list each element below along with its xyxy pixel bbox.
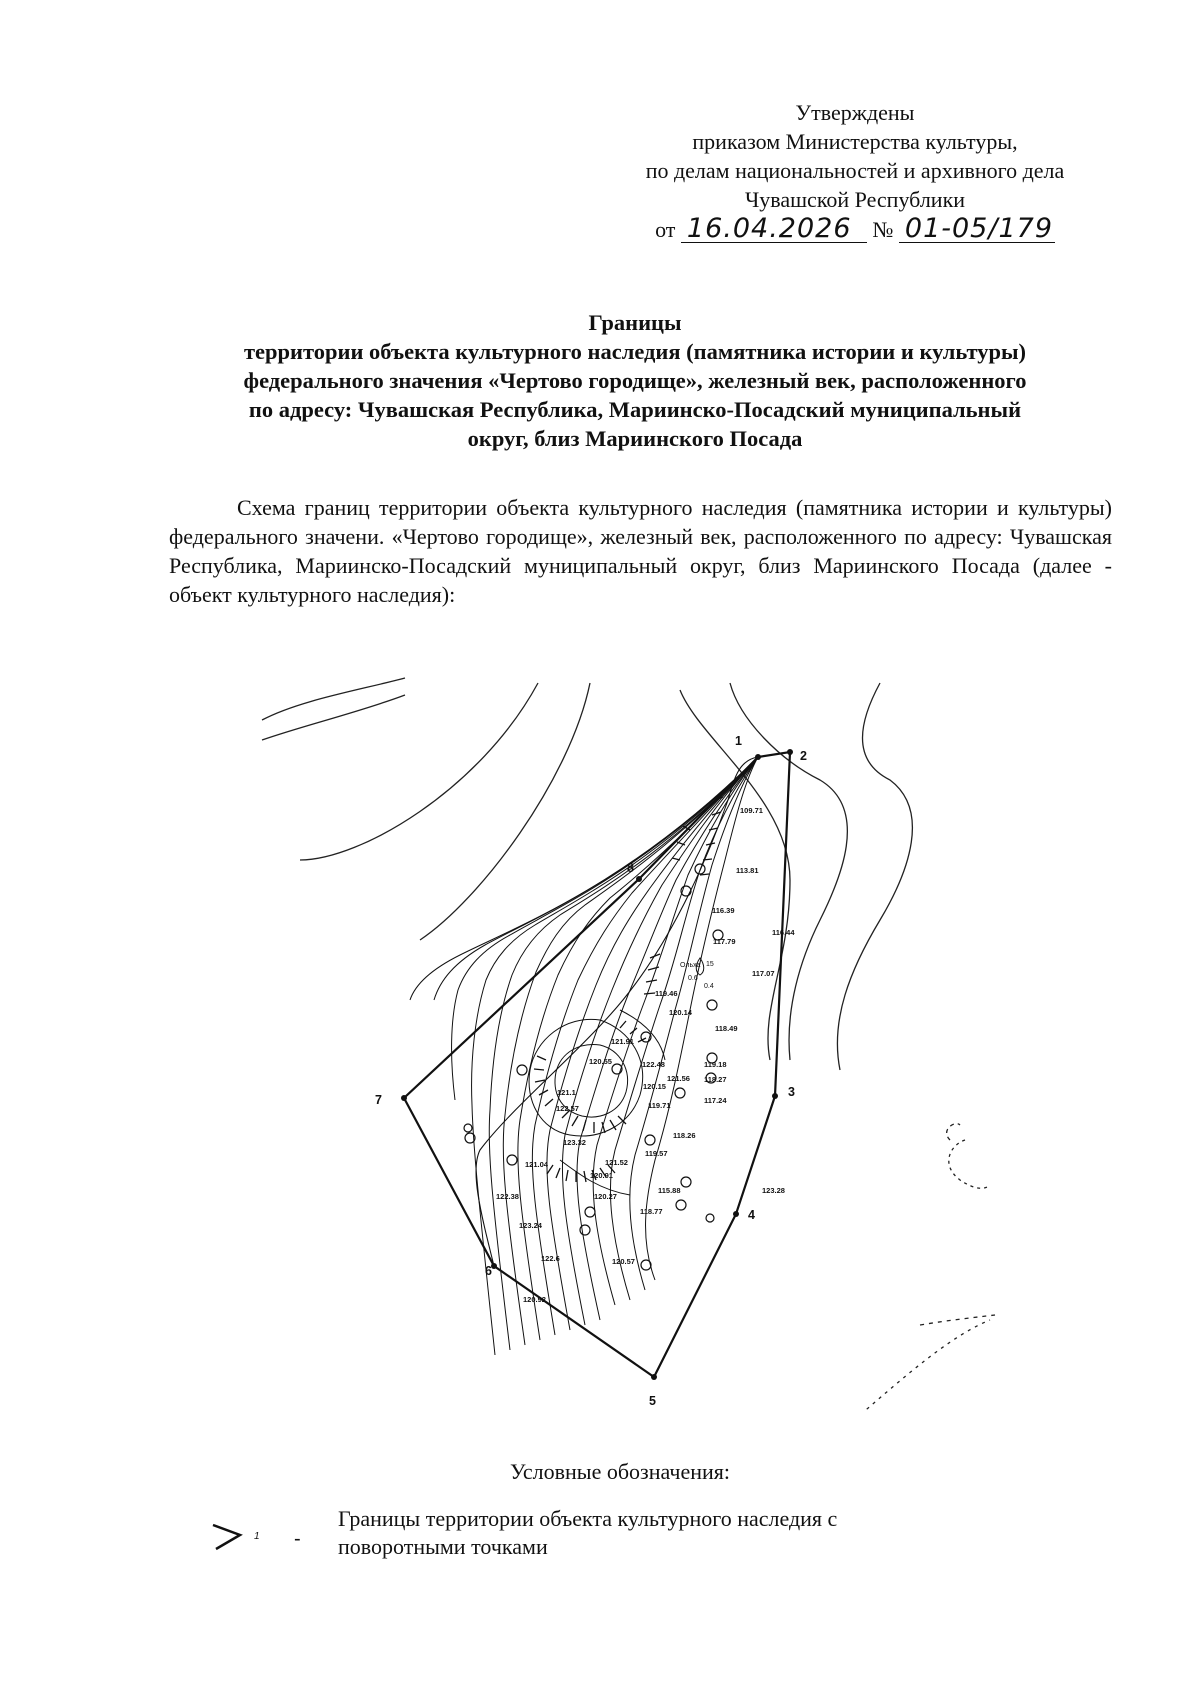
title-line-5: округ, близ Мариинского Посада bbox=[467, 426, 803, 451]
handwritten-order-number: 01-05/179 bbox=[899, 216, 1055, 243]
boundary-point-marker bbox=[733, 1211, 739, 1217]
boundary-point-label: 2 bbox=[800, 749, 807, 763]
boundary-point-label: 8 bbox=[627, 861, 634, 875]
boundary-point-label: 6 bbox=[485, 1264, 492, 1278]
approval-block bbox=[600, 98, 1110, 244]
boundary-point-label: 5 bbox=[649, 1394, 656, 1408]
tree-symbol bbox=[507, 1155, 517, 1165]
site-contour bbox=[518, 757, 758, 1340]
site-contour bbox=[452, 757, 758, 1100]
elevation-label: 115.88 bbox=[658, 1186, 681, 1195]
terrain-contour bbox=[262, 695, 405, 740]
elevation-label: 121.91 bbox=[611, 1037, 634, 1046]
tree-symbol bbox=[675, 1088, 685, 1098]
boundary-point-marker bbox=[636, 876, 642, 882]
boundary-point-labels bbox=[375, 734, 807, 1408]
boundary-point-marker bbox=[755, 754, 761, 760]
elevation-label: 120.55 bbox=[589, 1057, 612, 1066]
terrain-contour bbox=[837, 683, 912, 1070]
tree-symbol bbox=[580, 1225, 590, 1235]
elevation-label: 120.14 bbox=[669, 1008, 692, 1017]
handwritten-date: 16.04.2026 bbox=[681, 216, 867, 243]
terrain-contour bbox=[949, 1140, 990, 1188]
elevation-label: 116.44 bbox=[772, 928, 795, 937]
elevation-label: 123.24 bbox=[519, 1221, 542, 1230]
elevation-label: 122.48 bbox=[642, 1060, 665, 1069]
title-line-2: территории объекта культурного наследия (памятника истории и культуры) bbox=[243, 339, 1027, 364]
site-contour bbox=[532, 757, 758, 1335]
number-prefix: № bbox=[872, 217, 894, 242]
tree-symbol bbox=[707, 1000, 717, 1010]
elevation-label: 117.79 bbox=[713, 937, 736, 946]
elevation-label: 120.91 bbox=[590, 1171, 613, 1180]
boundary-point-label: 4 bbox=[748, 1208, 755, 1222]
approval-line-1: Утверждены bbox=[795, 100, 915, 125]
misc-label: 0.4 bbox=[704, 983, 714, 990]
elevation-label: 122.57 bbox=[556, 1104, 579, 1113]
body-paragraph: Схема границ территории объекта культурного наследия (памятника истории и культуры) федерального значени. «Чертово городище», железный век, расположенного по адресу: Чувашская Республика, Мариинско-Посадский муниципальный округ, близ Мариинского Посада (далее - объект культурного наследия): bbox=[169, 495, 1112, 607]
document-title bbox=[150, 308, 1120, 453]
terrain-contour bbox=[420, 683, 590, 940]
tree-symbol bbox=[464, 1124, 472, 1132]
legend-item-boundary bbox=[210, 1505, 910, 1569]
site-contour bbox=[547, 757, 758, 1330]
tree-symbol bbox=[641, 1260, 651, 1270]
legend-title: Условные обозначения: bbox=[509, 1459, 731, 1484]
elevation-label: 122.38 bbox=[496, 1192, 519, 1201]
boundary-point-label: 1 bbox=[735, 734, 742, 748]
tree-symbol bbox=[517, 1065, 527, 1075]
legend-item-text-line-1: Границы территории объекта культурного наследия с bbox=[338, 1506, 838, 1531]
title-line-1: Границы bbox=[588, 310, 682, 335]
elevation-label: 120.57 bbox=[612, 1257, 635, 1266]
order-date-number-line bbox=[600, 215, 1110, 244]
elevation-label: 116.39 bbox=[712, 906, 735, 915]
tree-symbol bbox=[645, 1135, 655, 1145]
elevation-label: 113.81 bbox=[736, 866, 759, 875]
terrain-contour bbox=[300, 683, 538, 860]
misc-label: 0.6 bbox=[688, 975, 698, 982]
elevation-label: 120.27 bbox=[594, 1192, 617, 1201]
boundary-point-marker bbox=[772, 1093, 778, 1099]
terrain-contour bbox=[920, 1315, 995, 1325]
tree-symbol bbox=[706, 1214, 714, 1222]
boundary-point-label: 7 bbox=[375, 1093, 382, 1107]
legend-item-text bbox=[338, 1505, 898, 1561]
legend-symbol-number: 1 bbox=[254, 1531, 260, 1542]
boundary-point-marker bbox=[651, 1374, 657, 1380]
elevation-label: 123.32 bbox=[563, 1138, 586, 1147]
terrain-contour bbox=[262, 678, 405, 720]
elevation-label: 118.77 bbox=[640, 1207, 663, 1216]
legend-boundary-stroke bbox=[213, 1525, 240, 1549]
legend-item-text-line-2: поворотными точками bbox=[338, 1534, 548, 1559]
elevation-label: 118.27 bbox=[704, 1075, 727, 1084]
elevation-label: 121.1 bbox=[557, 1088, 576, 1097]
boundary-point-marker bbox=[787, 749, 793, 755]
misc-label: 15 bbox=[706, 961, 714, 968]
elevation-label: 121.04 bbox=[525, 1160, 548, 1169]
approval-line-4: Чувашской Республики bbox=[744, 187, 966, 212]
terrain-contour bbox=[830, 1320, 990, 1410]
terrain-contour bbox=[947, 1124, 960, 1140]
tree-symbol bbox=[676, 1200, 686, 1210]
elevation-label: 120.15 bbox=[643, 1082, 666, 1091]
elevation-label: 121.56 bbox=[667, 1074, 690, 1083]
tree-symbol bbox=[585, 1207, 595, 1217]
elevation-label: 109.71 bbox=[740, 806, 763, 815]
elevation-label: 118.49 bbox=[715, 1024, 738, 1033]
elevation-label: 122.6 bbox=[541, 1254, 560, 1263]
boundary-inner-line bbox=[476, 757, 758, 1266]
legend-dash: - bbox=[294, 1528, 301, 1550]
boundary-point-label: 3 bbox=[788, 1085, 795, 1099]
approval-line-2: приказом Министерства культуры, bbox=[692, 129, 1018, 154]
boundary-point-marker bbox=[401, 1095, 407, 1101]
date-prefix: от bbox=[655, 217, 676, 242]
title-line-3: федерального значения «Чертово городище», железный век, расположенного bbox=[243, 368, 1027, 393]
elevation-label: 119.57 bbox=[645, 1149, 668, 1158]
elevation-label: 117.24 bbox=[704, 1096, 727, 1105]
tree-symbol bbox=[681, 1177, 691, 1187]
approval-line-3: по делам национальностей и архивного дела bbox=[645, 158, 1065, 183]
elevation-label: 119.46 bbox=[655, 989, 678, 998]
elevation-label: 121.52 bbox=[605, 1158, 628, 1167]
elevation-label: 123.28 bbox=[762, 1186, 785, 1195]
title-line-4: по адресу: Чувашская Республика, Мариинско-Посадский муниципальный bbox=[248, 397, 1022, 422]
boundary-scheme-map bbox=[250, 675, 1010, 1410]
slope-hatch bbox=[562, 1110, 626, 1133]
elevation-label: 119.18 bbox=[704, 1060, 727, 1069]
elevation-label: 118.26 bbox=[673, 1131, 696, 1140]
elevation-label: 120.92 bbox=[523, 1295, 546, 1304]
elevation-label: 117.07 bbox=[752, 969, 775, 978]
boundary-line-symbol-icon bbox=[210, 1505, 310, 1565]
site-contours bbox=[410, 757, 758, 1355]
vegetation-label: Ольха bbox=[680, 962, 701, 969]
elevation-label: 119.71 bbox=[648, 1101, 671, 1110]
